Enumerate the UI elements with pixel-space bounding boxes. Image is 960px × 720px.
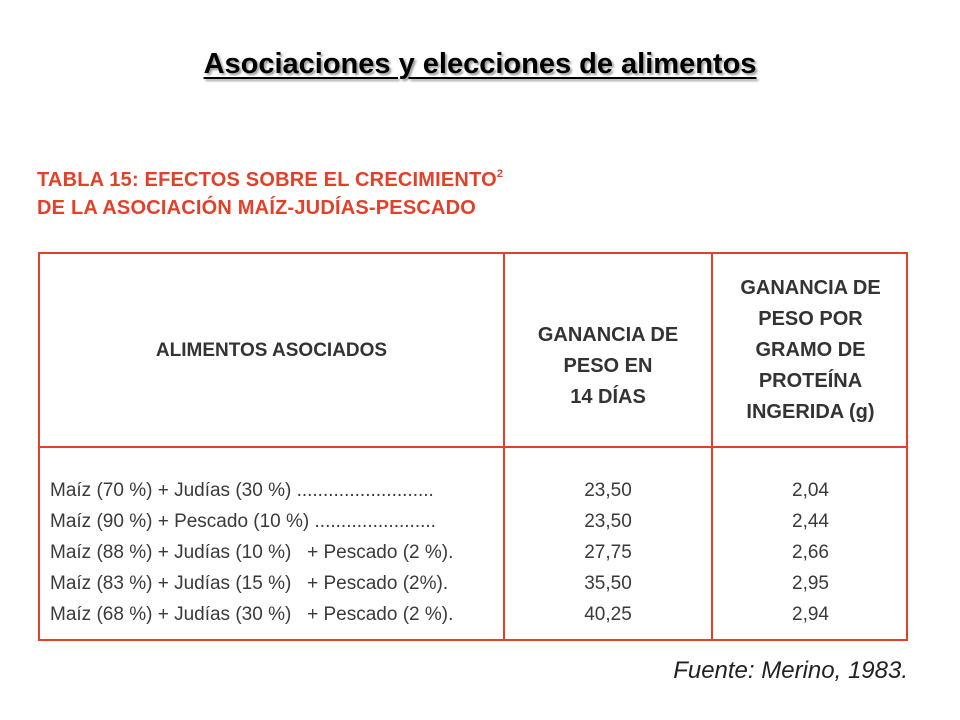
table-body — [40, 480, 906, 635]
gain-cell: 40,25 — [584, 604, 632, 625]
slide-title: Asociaciones y elecciones de alimentos — [203, 48, 757, 80]
table-row — [40, 542, 906, 573]
food-cell: Maíz (83 %) + Judías (15 %) + Pescado (2%). — [50, 573, 449, 594]
gain-cell: 27,75 — [584, 542, 632, 563]
header-gain-per-protein: GANANCIA DE PESO POR GRAMO DE PROTEÍNA INGERIDA (g) — [740, 276, 881, 423]
header-divider — [40, 446, 906, 448]
ratio-cell: 2,66 — [792, 542, 829, 563]
table-caption — [37, 160, 503, 222]
source-citation: Fuente: Merino, 1983. — [673, 657, 908, 684]
table-row — [40, 573, 906, 604]
ratio-cell: 2,94 — [792, 604, 829, 625]
header-foods: ALIMENTOS ASOCIADOS — [155, 339, 388, 361]
food-cell: Maíz (90 %) + Pescado (10 %) ....................... — [50, 511, 436, 532]
table-row — [40, 604, 906, 635]
table-caption-line-2: DE LA ASOCIACIÓN MAÍZ-JUDÍAS-PESCADO — [37, 197, 477, 219]
ratio-cell: 2,44 — [792, 511, 829, 532]
gain-cell: 35,50 — [584, 573, 632, 594]
results-table — [38, 252, 908, 641]
table-caption-line-1: TABLA 15: EFECTOS SOBRE EL CRECIMIENTO$^2$ — [37, 168, 504, 191]
ratio-cell: 2,04 — [792, 480, 829, 501]
food-cell: Maíz (68 %) + Judías (30 %) + Pescado (2 %). — [50, 604, 454, 625]
footnote-marker: 2 — [496, 168, 504, 180]
table-row — [40, 480, 906, 511]
gain-cell: 23,50 — [584, 480, 632, 501]
food-cell: Maíz (88 %) + Judías (10 %) + Pescado (2 %). — [50, 542, 454, 563]
ratio-cell: 2,95 — [792, 573, 829, 594]
food-cell: Maíz (70 %) + Judías (30 %) .......................... — [50, 480, 434, 501]
table-row — [40, 511, 906, 542]
header-weight-gain: GANANCIA DE PESO EN 14 DÍAS — [537, 323, 679, 408]
gain-cell: 23,50 — [584, 511, 632, 532]
